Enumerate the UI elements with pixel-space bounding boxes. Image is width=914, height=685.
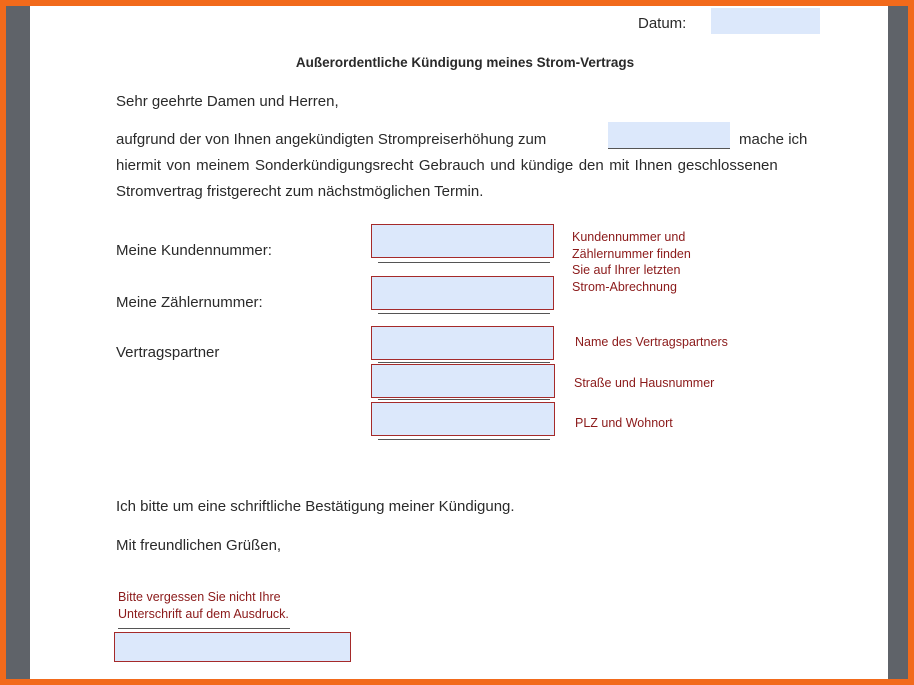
hint-name: Name des Vertragspartners	[575, 335, 728, 349]
body-line1-post: mache ich	[739, 131, 808, 148]
hint-nummern	[572, 229, 691, 295]
vertragspartner-strasse-underline	[378, 399, 550, 400]
kundennummer-label: Meine Kundennummer:	[116, 242, 272, 259]
body-line3: Stromvertrag fristgerecht zum nächstmöglichen Termin.	[116, 183, 484, 200]
hint-signature-line: Bitte vergessen Sie nicht Ihre	[118, 590, 281, 604]
vertragspartner-plz-underline	[378, 439, 550, 440]
hint-strasse: Straße und Hausnummer	[574, 376, 715, 390]
body-line2: hiermit von meinem Sonderkündigungsrecht Gebrauch und kündige den mit Ihnen geschlossenen	[116, 157, 778, 174]
vertragspartner-label: Vertragspartner	[116, 344, 220, 361]
datum-label: Datum:	[638, 15, 687, 32]
document-viewer	[6, 6, 908, 679]
kundennummer-field[interactable]	[371, 224, 554, 258]
vertragspartner-name-field[interactable]	[371, 326, 554, 360]
hint-nummern-line: Kundennummer und	[572, 230, 686, 244]
vertragspartner-plz-field[interactable]	[371, 402, 555, 436]
hint-plz: PLZ und Wohnort	[575, 416, 673, 430]
vertragspartner-strasse-field[interactable]	[371, 364, 555, 398]
termin-underline	[608, 148, 730, 149]
hint-signature	[118, 589, 289, 622]
signature-underline	[118, 628, 290, 629]
vertragspartner-name-underline	[378, 362, 550, 363]
letter-page	[30, 6, 888, 679]
kundennummer-underline	[378, 262, 550, 263]
zaehlernummer-label: Meine Zählernummer:	[116, 294, 263, 311]
datum-field[interactable]	[711, 8, 820, 34]
hint-nummern-line: Zählernummer finden	[572, 246, 691, 261]
salutation: Sehr geehrte Damen und Herren,	[116, 93, 339, 110]
hint-nummern-line: Sie auf Ihrer letzten	[572, 263, 681, 277]
body-line1-pre: aufgrund der von Ihnen angekündigten Strompreiserhöhung zum	[116, 131, 547, 148]
termin-field[interactable]	[608, 122, 730, 148]
hint-signature-line: Unterschrift auf dem Ausdruck.	[118, 606, 289, 621]
letter-title: Außerordentliche Kündigung meines Strom-Vertrags	[295, 55, 635, 70]
zaehlernummer-underline	[378, 313, 550, 314]
signature-field[interactable]	[114, 632, 351, 662]
zaehlernummer-field[interactable]	[371, 276, 554, 310]
hint-nummern-line: Strom-Abrechnung	[572, 279, 677, 294]
closing-greeting: Mit freundlichen Grüßen,	[116, 537, 282, 554]
closing-request: Ich bitte um eine schriftliche Bestätigung meiner Kündigung.	[116, 498, 515, 515]
